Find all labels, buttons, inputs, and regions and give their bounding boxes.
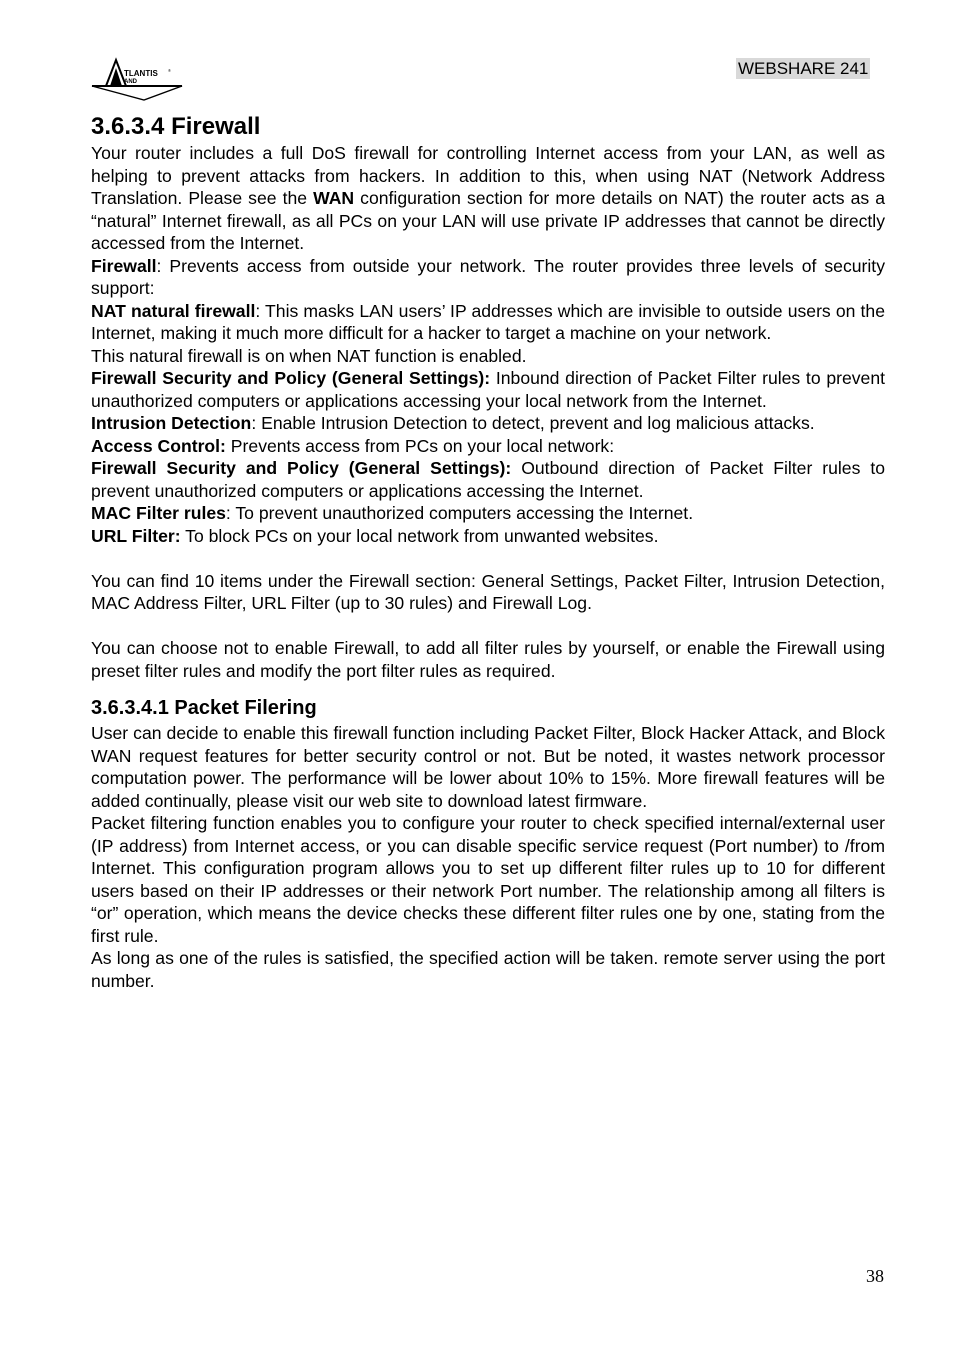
svg-text:AND: AND [124, 79, 137, 85]
definition-access-control: Access Control: Prevents access from PCs on your local network: [91, 435, 615, 456]
definition-firewall: Firewall: Prevents access from outside your network. The router provides three levels of security support: [91, 255, 885, 298]
packet-filter-paragraph-1: User can decide to enable this firewall function including Packet Filter, Block Hacker Attack, and Block WAN request features for better security control or not. But be noted, it wastes network processor computation power. The performance will be lower about 10% to 15%. More firewall features will be added continually, please visit our web site to download latest firmware. [91, 723, 885, 811]
page-content [91, 112, 885, 992]
section-title: 3.6.3.4 Firewall [91, 113, 261, 140]
packet-filter-paragraph-2: Packet filtering function enables you to configure your router to check specified internal/external user (IP address) from Internet access, or you can disable specific service request (Port number) to /from Internet. This configuration program allows you to set up different filter rules up to 10 for different users based on their IP addresses or their network Port number. The relationship among all filters is “or” operation, which means the device checks these different filter rules one by one, stating from the first rule. [91, 813, 885, 946]
intro-paragraph: Your router includes a full DoS firewall for controlling Internet access from your LAN, as well as helping to prevent attacks from hackers. In addition to this, when using NAT (Network Address Translation. Please see the WAN configuration section for more details on NAT) the router acts as a “natural” Internet firewall, as all PCs on your LAN will use private IP addresses that cannot be directly accessed from the Internet. [91, 143, 885, 253]
page-number: 38 [866, 1266, 884, 1286]
items-paragraph: You can find 10 items under the Firewall section: General Settings, Packet Filter, Intrusion Detection, MAC Address Filter, URL Filter (up to 30 rules) and Firewall Log. [91, 570, 885, 613]
svg-text:TLANTIS: TLANTIS [124, 69, 158, 78]
svg-text:®: ® [168, 68, 171, 73]
choose-paragraph: You can choose not to enable Firewall, to add all filter rules by yourself, or enable the Firewall using preset filter rules and modify the port filter rules as required. [91, 638, 885, 681]
atlantis-land-logo [88, 56, 186, 102]
definition-outbound-policy: Firewall Security and Policy (General Settings): Outbound direction of Packet Filter rules to prevent unauthorized computers or applications accessing the Internet. [91, 458, 885, 501]
nat-note: This natural firewall is on when NAT function is enabled. [91, 345, 527, 366]
product-name: WEBSHARE 241 [738, 59, 869, 78]
definition-inbound-policy: Firewall Security and Policy (General Settings): Inbound direction of Packet Filter rules to prevent unauthorized computers or applications accessing your local network from the Internet. [91, 368, 886, 411]
packet-filter-paragraph-3: As long as one of the rules is satisfied, the specified action will be taken. remote server using the port number. [91, 948, 885, 991]
definition-nat-natural-firewall: NAT natural firewall: This masks LAN users’ IP addresses which are invisible to outside users on the Internet, making it much more difficult for a hacker to target a machine on your network. [91, 300, 885, 343]
definition-mac-filter: MAC Filter rules: To prevent unauthorized computers accessing the Internet. [91, 503, 694, 523]
definition-url-filter: URL Filter: To block PCs on your local network from unwanted websites. [91, 525, 659, 546]
definition-intrusion-detection: Intrusion Detection: Enable Intrusion Detection to detect, prevent and log malicious attacks. [91, 413, 815, 433]
subsection-title: 3.6.3.4.1 Packet Filering [91, 697, 317, 719]
